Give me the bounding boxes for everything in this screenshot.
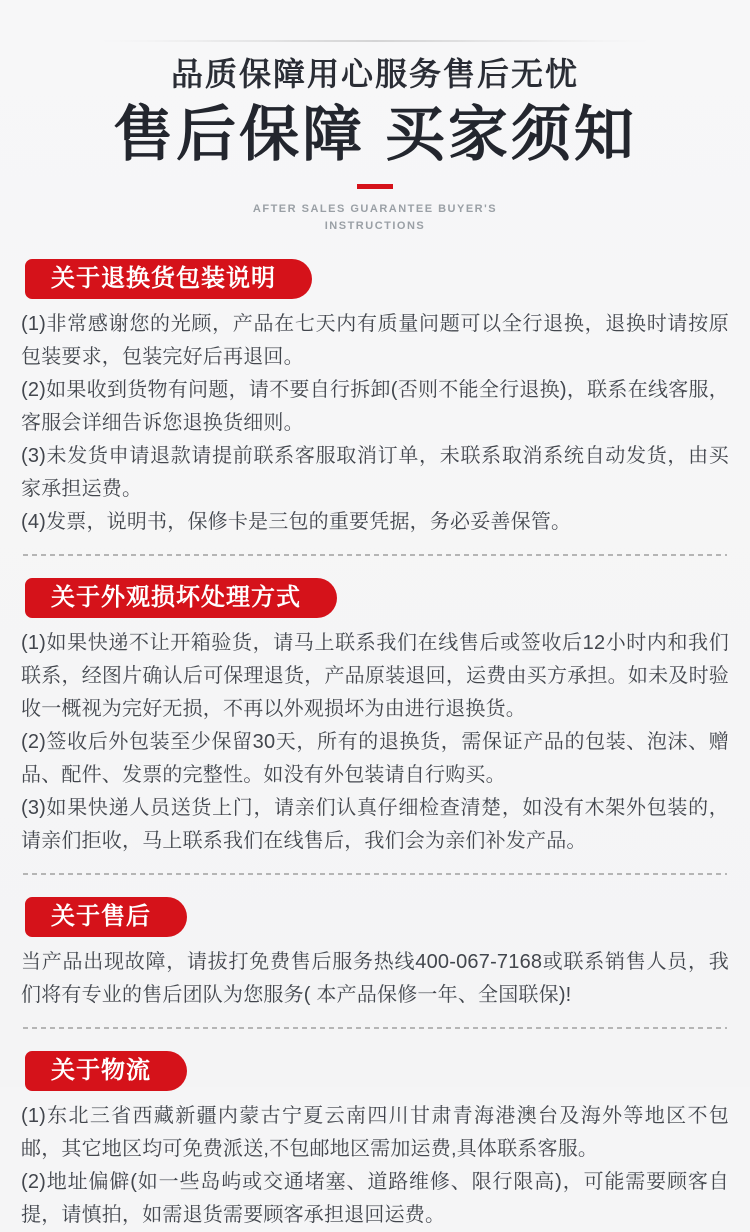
policy-paragraph: (3)如果快递人员送货上门，请亲们认真仔细检查清楚，如没有木架外包装的，请亲们拒收，马上联系我们在线售后，我们会为亲们补发产品。 (21, 797, 729, 852)
page-subtitle: 品质保障用心服务售后无忧 (170, 56, 579, 92)
policy-paragraph: (1)非常感谢您的光顾，产品在七天内有质量问题可以全行退换，退换时请按原包装要求，包装完好后再退回。 (21, 313, 729, 368)
section-heading-badge: 关于退换货包装说明 (25, 259, 312, 299)
policy-paragraph: (2)地址偏僻(如一些岛屿或交通堵塞、道路维修、限行限高)，可能需要顾客自提，请慎拍，如需退货需要顾客承担退回运费。 (21, 1171, 729, 1226)
english-caption-line2: INSTRUCTIONS (324, 220, 426, 232)
section-logistics (21, 1029, 729, 1232)
policy-paragraph: (1)东北三省西藏新疆内蒙古宁夏云南四川甘肃青海港澳台及海外等地区不包邮，其它地区均可免费派送,不包邮地区需加运费,具体联系客服。 (21, 1105, 729, 1160)
section-heading-badge: 关于售后 (25, 897, 187, 937)
section-return-packaging (21, 235, 729, 539)
page-title: 售后保障 买家须知 (113, 101, 637, 168)
section-after-sales (21, 875, 729, 1012)
policy-paragraph: (2)签收后外包装至少保留30天，所有的退换货，需保证产品的包装、泡沫、赠品、配件、发票的完整性。如没有外包装请自行购买。 (21, 731, 729, 786)
header-shadow-line (95, 40, 655, 42)
section-appearance-damage (21, 556, 729, 858)
policy-paragraph: (4)发票，说明书，保修卡是三包的重要凭据，务必妥善保管。 (21, 511, 572, 533)
policy-paragraph: 当产品出现故障，请拔打免费售后服务热线400-067-7168或联系销售人员，我们将有专业的售后团队为您服务( 本产品保修一年、全国联保)! (21, 951, 729, 1006)
title-underline-dash (357, 184, 393, 189)
policy-paragraph: (3)未发货申请退款请提前联系客服取消订单，未联系取消系统自动发货，由买家承担运费。 (21, 445, 729, 500)
policy-paragraph: (2)如果收到货物有问题，请不要自行拆卸(否则不能全行退换)，联系在线客服，客服会详细告诉您退换货细则。 (21, 379, 729, 434)
section-heading-badge: 关于外观损坏处理方式 (25, 578, 337, 618)
english-caption-line1: AFTER SALES GUARANTEE BUYER'S (252, 203, 498, 215)
page-header (0, 0, 750, 235)
policy-content (0, 235, 750, 1232)
policy-paragraph: (1)如果快递不让开箱验货，请马上联系我们在线售后或签收后12小时内和我们联系，经图片确认后可保理退货，产品原装退回，运费由买方承担。如未及时验收一概视为完好无损，不再以外观损坏为由进行退换货。 (21, 632, 729, 720)
section-heading-badge: 关于物流 (25, 1051, 187, 1091)
